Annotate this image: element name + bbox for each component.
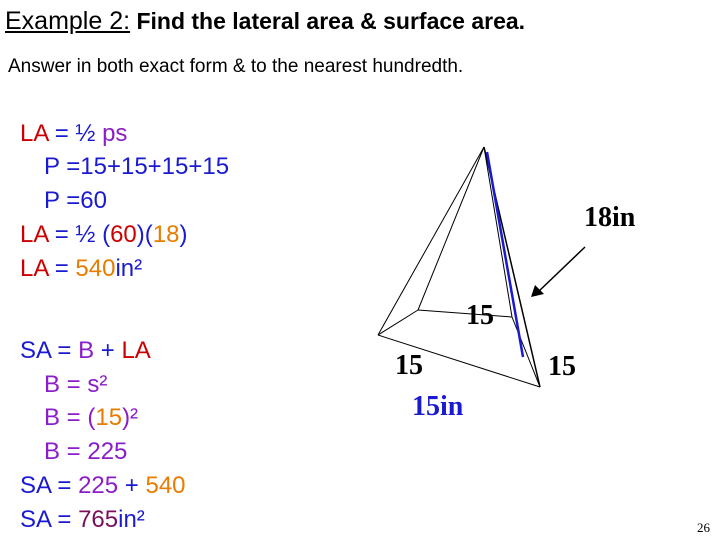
perimeter-value: P =60: [44, 187, 107, 214]
instruction-text: Answer in both exact form & to the nearest hundredth.: [8, 56, 464, 77]
la-perimeter-value: 60: [110, 221, 137, 248]
la-paren: )(: [136, 221, 153, 248]
base-right-label: 15: [548, 351, 576, 382]
sa-la-value: 540: [145, 472, 186, 499]
sa-la-term: LA: [121, 337, 151, 364]
sa-base-term: B: [78, 337, 95, 364]
base-left-label: 15: [395, 350, 423, 381]
base-back-label: 15: [466, 300, 494, 331]
title-lead: Example 2:: [5, 7, 131, 35]
pyramid-base-left-edge: [378, 310, 418, 335]
la-slant-value: 18: [152, 221, 180, 248]
sa-term: SA: [20, 337, 51, 364]
pyramid-lateral-edge-back-left: [418, 147, 484, 310]
sa-plus: +: [118, 472, 146, 499]
la-operator: = ½ (: [48, 221, 111, 248]
sa-unit: in²: [118, 506, 145, 533]
slant-height-arrow: [531, 247, 585, 297]
sa-equals: =: [50, 472, 79, 499]
sa-plus: +: [94, 337, 122, 364]
sa-term: SA: [20, 506, 51, 533]
arrow-shaft: [538, 247, 585, 292]
arrow-head: [531, 285, 544, 297]
la-operator: = ½: [48, 120, 103, 147]
la-equals: =: [48, 255, 76, 282]
sa-term: SA: [20, 472, 51, 499]
la-paren-close: ): [179, 221, 188, 248]
la-term: LA: [20, 255, 49, 282]
sa-equals: =: [50, 337, 79, 364]
la-term: LA: [20, 120, 49, 147]
sa-value: 765: [78, 506, 119, 533]
la-unit: in²: [115, 255, 143, 282]
sa-equals: =: [50, 506, 79, 533]
base-front-label: 15in: [412, 391, 464, 422]
base-open: B = (: [44, 404, 96, 431]
pyramid-lateral-edge-back-right: [484, 147, 512, 317]
base-value: B = 225: [44, 438, 128, 465]
base-close: )²: [122, 404, 139, 431]
slant-height-label: 18in: [584, 202, 636, 233]
base-formula: B = s²: [44, 371, 108, 398]
pyramid-base-back-edge: [418, 310, 512, 317]
sa-base-value: 225: [78, 472, 119, 499]
base-side-value: 15: [95, 404, 123, 431]
la-value: 540: [75, 255, 116, 282]
slide-number: 26: [697, 520, 710, 535]
la-ps: ps: [102, 120, 128, 147]
perimeter-sum: P =15+15+15+15: [44, 153, 230, 180]
la-term: LA: [20, 221, 49, 248]
title-text: Find the lateral area & surface area.: [130, 8, 526, 34]
